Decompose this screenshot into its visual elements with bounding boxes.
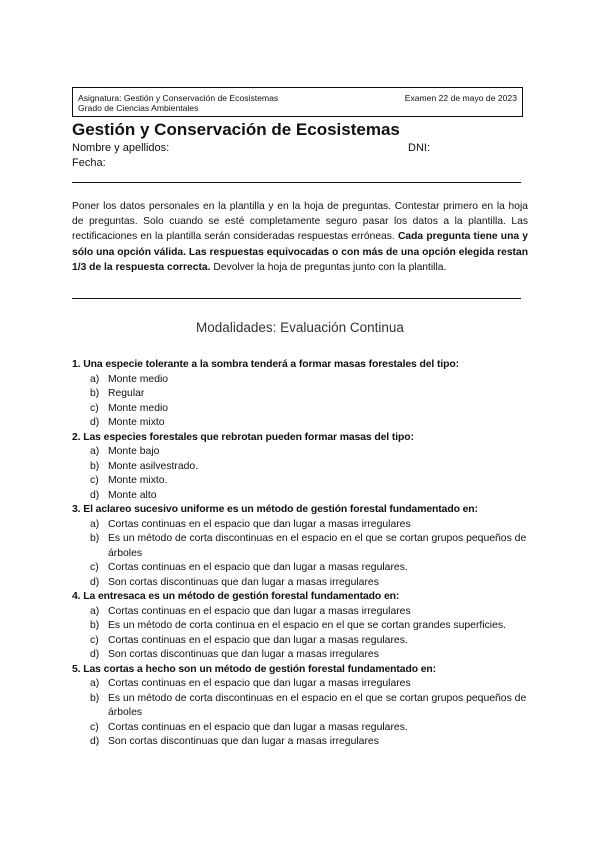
instructions-text-1: Poner los datos personales en la plantilla y en la hoja de preguntas. Contestar primero en la hoja de preguntas. Solo cuando se esté completamente seguro pasar los datos a la plantilla. Las rectificaciones en la plantilla serán consideradas respuestas erróneas. <box>72 201 528 243</box>
option-text: Monte medio <box>108 373 169 385</box>
question-3 <box>72 503 532 590</box>
question-2 <box>72 431 532 504</box>
dni-field-label: DNI: <box>408 142 430 154</box>
option-letter: d) <box>90 489 100 501</box>
option-text: Es un método de corta continua en el espacio en el que se cortan grandes superficies. <box>108 620 506 631</box>
option-letter: a) <box>90 373 100 385</box>
option-text: Son cortas discontinuas que dan lugar a masas irregulares <box>108 736 379 747</box>
answer-option <box>72 619 532 634</box>
option-text: Monte bajo <box>108 446 160 457</box>
date-field-label: Fecha: <box>72 157 106 169</box>
instructions <box>72 199 528 275</box>
option-letter: c) <box>90 402 99 414</box>
option-letter: b) <box>90 533 100 544</box>
instructions-text-2: Devolver la hoja de preguntas junto con la plantilla. <box>210 261 447 273</box>
option-text: Monte alto <box>108 489 157 501</box>
option-text: Cortas continuas en el espacio que dan lugar a masas irregulares <box>108 605 411 617</box>
page-title: Gestión y Conservación de Ecosistemas <box>72 120 400 139</box>
exam-date: Examen 22 de mayo de 2023 <box>404 93 517 103</box>
degree-line: Grado de Ciencias Ambientales <box>78 103 199 113</box>
name-field-label: Nombre y apellidos: <box>72 142 170 154</box>
answer-option <box>72 489 532 504</box>
answer-option <box>72 692 532 721</box>
option-text: Monte medio <box>108 402 169 414</box>
option-text: Son cortas discontinuas que dan lugar a masas irregulares <box>108 576 379 588</box>
answer-option <box>72 518 532 533</box>
answer-option <box>72 677 532 692</box>
question-5 <box>72 663 532 750</box>
question-list <box>72 358 532 750</box>
question-text: 3. El aclareo sucesivo uniforme es un método de gestión forestal fundamentado en: <box>72 504 478 515</box>
option-text: Monte mixto <box>108 417 165 428</box>
option-text: Cortas continuas en el espacio que dan lugar a masas irregulares <box>108 678 411 689</box>
answer-option <box>72 561 532 576</box>
option-letter: a) <box>90 678 100 689</box>
option-letter: b) <box>90 460 100 472</box>
option-letter: c) <box>90 721 99 733</box>
question-text: 1. Una especie tolerante a la sombra tenderá a formar masas forestales del tipo: <box>72 359 459 370</box>
option-letter: a) <box>90 605 100 617</box>
option-list <box>72 373 532 431</box>
answer-option <box>72 532 532 561</box>
option-letter: c) <box>90 562 99 573</box>
option-list <box>72 445 532 503</box>
answer-option <box>72 474 532 489</box>
question-text: 4. La entresaca es un método de gestión forestal fundamentado en: <box>72 591 400 602</box>
option-letter: d) <box>90 736 100 747</box>
divider-top <box>72 182 521 183</box>
modalidad-heading: Modalidades: Evaluación Continua <box>196 320 404 335</box>
answer-option <box>72 445 532 460</box>
option-letter: a) <box>90 518 100 530</box>
instructions-bold: Cada pregunta tiene una y sólo una opción válida. Las respuestas equivocadas o con más de una opción elegida restan 1/3 de la respuesta correcta. <box>72 231 528 273</box>
answer-option <box>72 605 532 620</box>
option-text: Son cortas discontinuas que dan lugar a masas irregulares <box>108 649 379 660</box>
option-letter: c) <box>90 634 99 646</box>
option-letter: d) <box>90 576 100 588</box>
question-text: 2. Las especies forestales que rebrotan pueden formar masas del tipo: <box>72 431 414 443</box>
option-text: Cortas continuas en el espacio que dan lugar a masas regulares. <box>108 634 408 646</box>
header-box <box>72 87 523 117</box>
answer-option <box>72 373 532 388</box>
question-4 <box>72 590 532 663</box>
question-1 <box>72 358 532 431</box>
option-list <box>72 677 532 750</box>
option-letter: d) <box>90 649 100 660</box>
option-text: Es un método de corta discontinuas en el espacio en el que se cortan grupos pequeños de árboles <box>108 533 527 559</box>
answer-option <box>72 648 532 663</box>
question-text: 5. Las cortas a hecho son un método de gestión forestal fundamentado en: <box>72 663 437 675</box>
answer-option <box>72 387 532 402</box>
divider-bottom <box>72 298 521 299</box>
option-letter: b) <box>90 692 100 704</box>
option-text: Cortas continuas en el espacio que dan lugar a masas regulares. <box>108 721 408 733</box>
option-letter: b) <box>90 620 100 631</box>
option-letter: b) <box>90 388 100 399</box>
option-list <box>72 518 532 591</box>
option-letter: d) <box>90 417 100 428</box>
option-text: Monte asilvestrado. <box>108 460 199 472</box>
option-letter: a) <box>90 446 100 457</box>
option-text: Monte mixto. <box>108 475 168 486</box>
answer-option <box>72 634 532 649</box>
answer-option <box>72 402 532 417</box>
option-list <box>72 605 532 663</box>
answer-option <box>72 735 532 750</box>
answer-option <box>72 721 532 736</box>
answer-option <box>72 416 532 431</box>
option-text: Cortas continuas en el espacio que dan lugar a masas regulares. <box>108 562 408 573</box>
option-text: Es un método de corta discontinuas en el espacio en el que se cortan grupos pequeños de árboles <box>108 692 527 718</box>
subject-line: Asignatura: Gestión y Conservación de Ecosistemas <box>78 93 279 103</box>
option-text: Regular <box>108 388 145 399</box>
option-text: Cortas continuas en el espacio que dan lugar a masas irregulares <box>108 518 411 530</box>
answer-option <box>72 460 532 475</box>
option-letter: c) <box>90 475 99 486</box>
answer-option <box>72 576 532 591</box>
